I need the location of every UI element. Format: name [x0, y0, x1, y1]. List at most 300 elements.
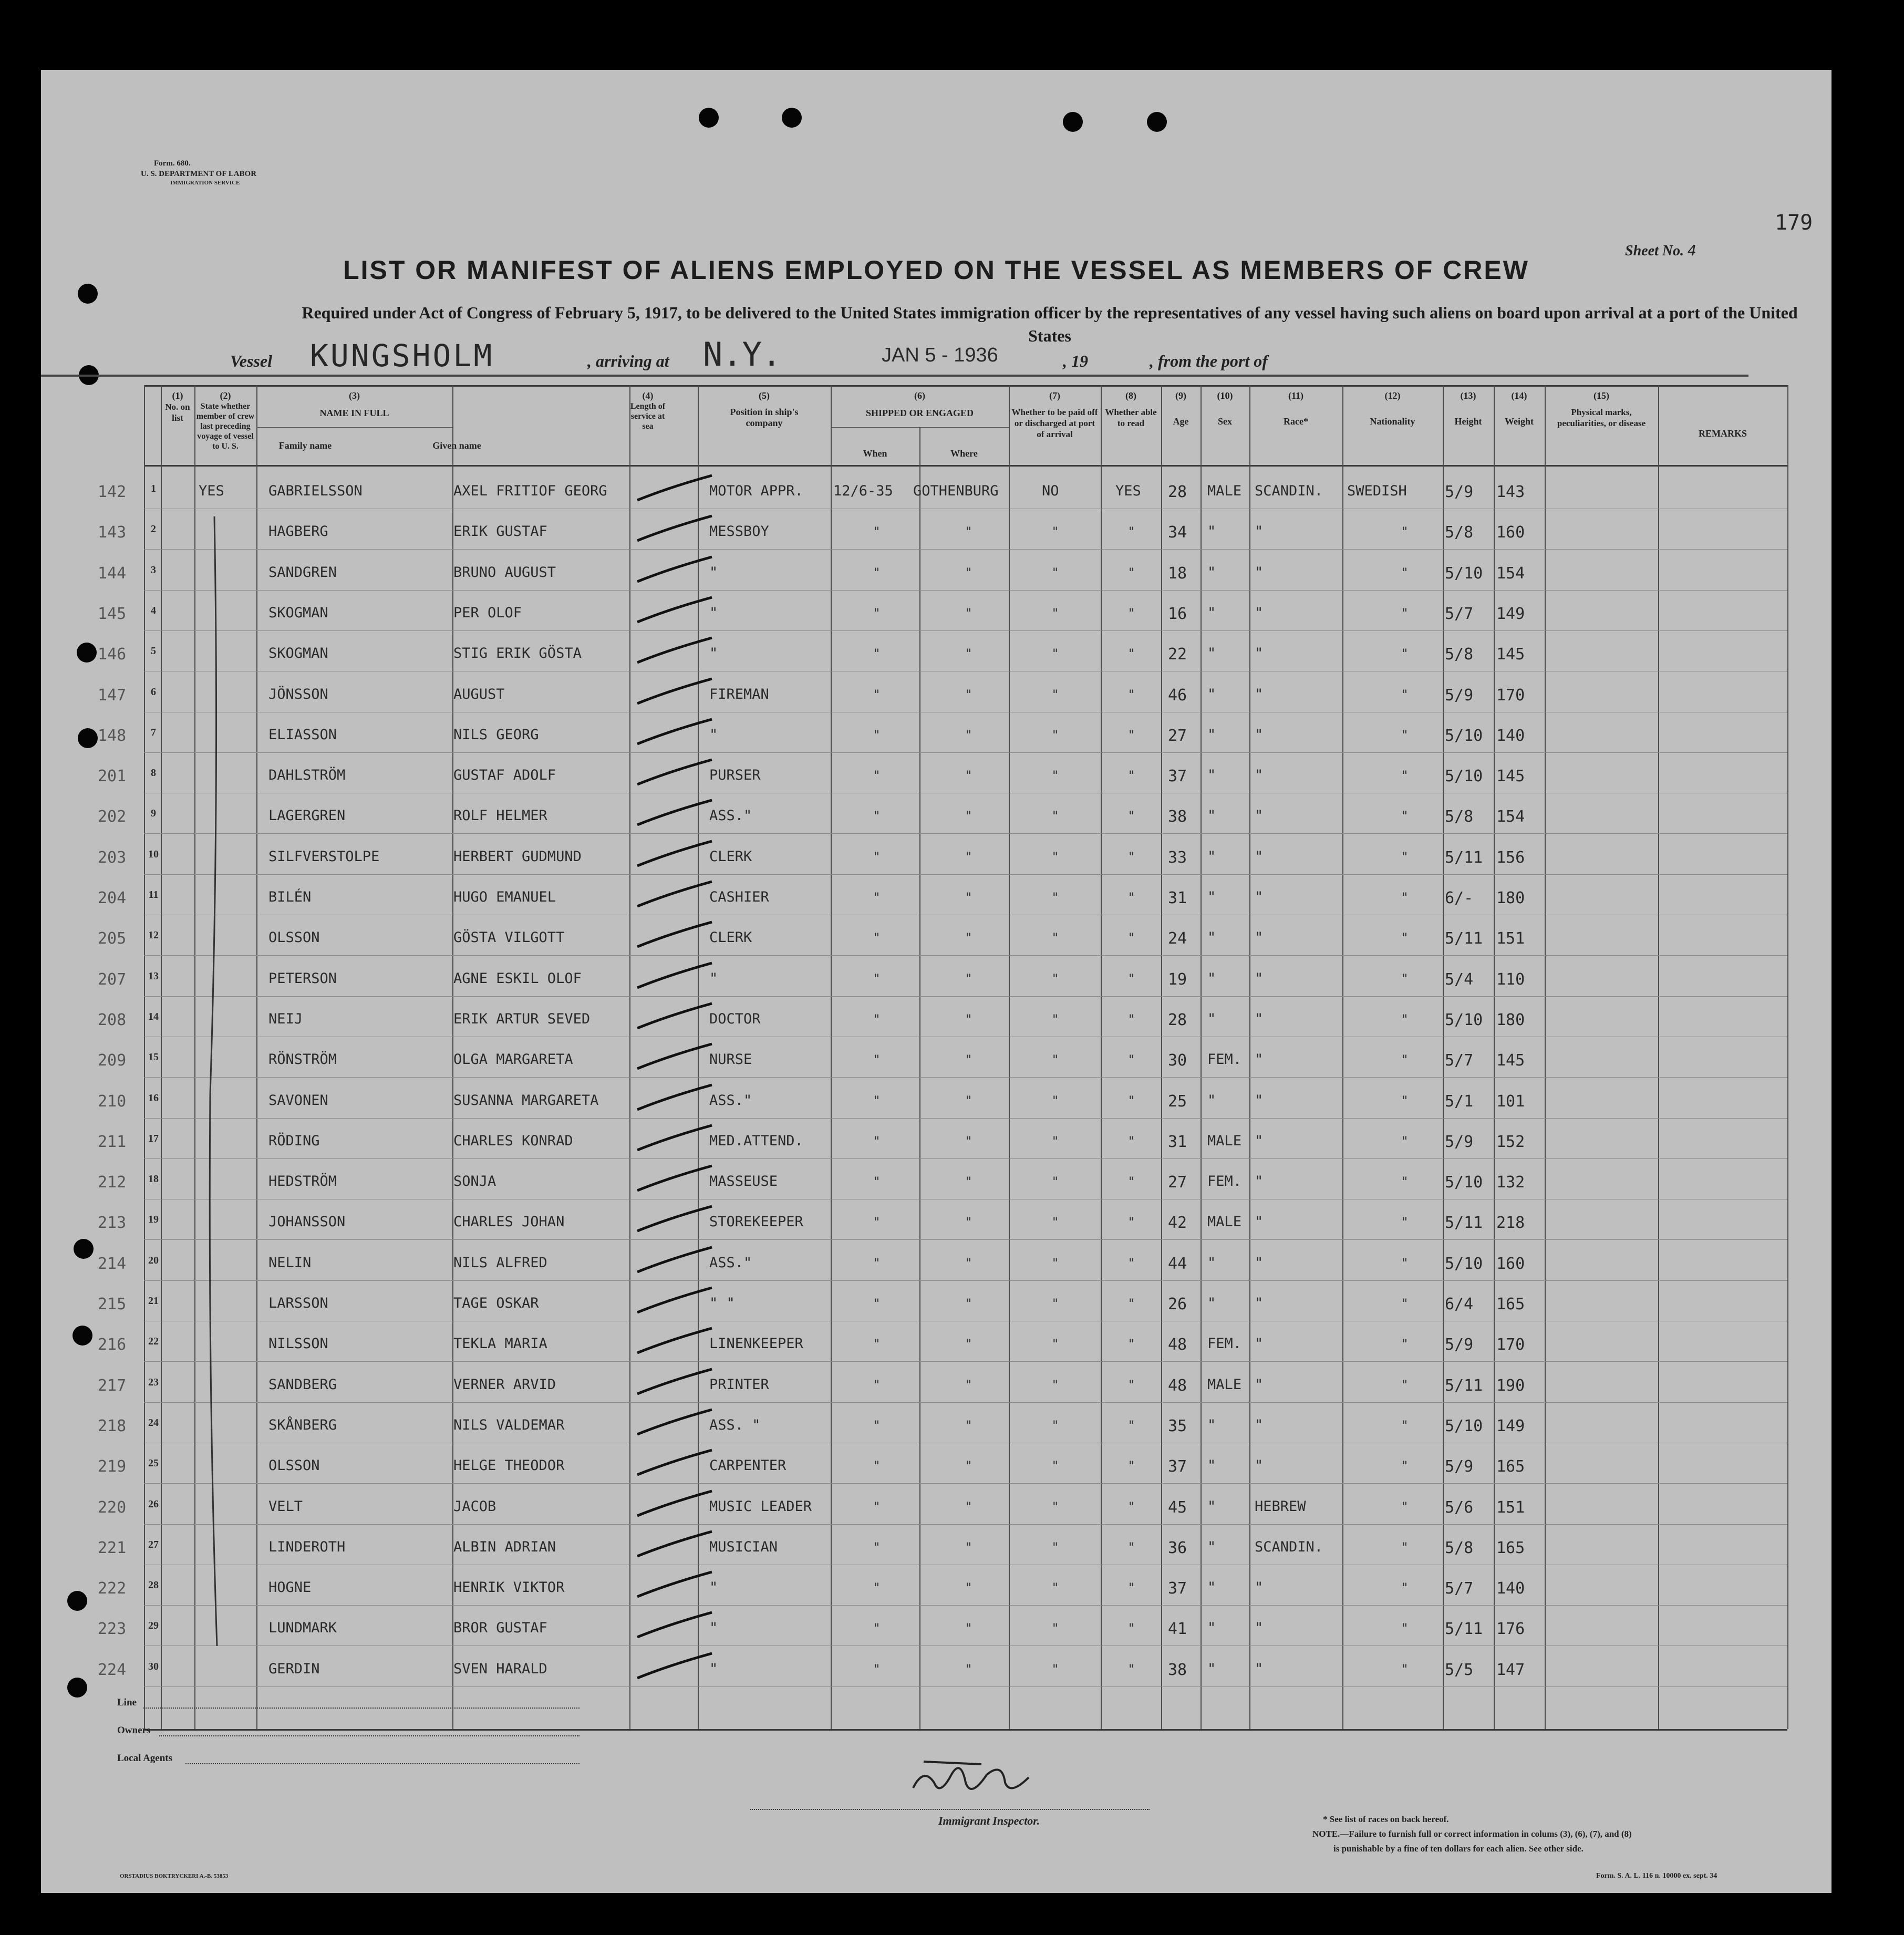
service-slash-mark: [633, 1405, 722, 1437]
ditto-read: ": [1129, 1377, 1135, 1392]
position: CLERK: [709, 929, 752, 946]
given-name: BROR GUSTAF: [453, 1620, 547, 1637]
race: ": [1255, 808, 1264, 824]
col13-header: [1443, 390, 1494, 427]
punch-hole: [1063, 112, 1083, 132]
penalty-note-cont: is punishable by a fine of ten dollars for each alien. See other side.: [1333, 1844, 1584, 1854]
family-name: OLSSON: [268, 929, 320, 946]
ditto-paid-off: ": [1052, 687, 1059, 702]
height: 5/10: [1445, 726, 1483, 745]
list-number: 28: [148, 1579, 159, 1591]
given-name: HENRIK VIKTOR: [453, 1579, 565, 1596]
sex: ": [1207, 686, 1216, 702]
table-header-border: [144, 465, 1787, 467]
ditto-nationality: ": [1402, 727, 1408, 742]
list-number: 9: [151, 808, 156, 820]
family-name: SKOGMAN: [268, 645, 328, 662]
table-row: [41, 469, 1831, 509]
list-number: 20: [148, 1254, 159, 1266]
table-row: [41, 957, 1831, 996]
table-row: [41, 1606, 1831, 1646]
col3-number: (3): [349, 390, 360, 401]
row-rule: [144, 955, 1787, 956]
race: ": [1255, 523, 1264, 540]
ditto-read: ": [1129, 727, 1135, 742]
col14-header: [1494, 390, 1545, 427]
weight: 140: [1496, 726, 1525, 745]
given-name: PER OLOF: [453, 604, 522, 621]
sex: ": [1207, 1416, 1216, 1433]
ditto-where: ": [966, 1215, 972, 1230]
given-name: HUGO EMANUEL: [453, 889, 556, 905]
crew-ref-number: 214: [98, 1254, 127, 1273]
age: 27: [1168, 726, 1187, 745]
remarks-header: REMARKS: [1698, 428, 1747, 439]
position: STOREKEEPER: [709, 1214, 803, 1230]
shipped-where: GOTHENBURG: [913, 483, 999, 499]
family-name: OLSSON: [268, 1457, 320, 1474]
table-row: [41, 916, 1831, 955]
row-rule: [144, 1118, 1787, 1119]
sex: ": [1207, 523, 1216, 540]
age: 24: [1168, 929, 1187, 948]
age: 28: [1168, 483, 1187, 501]
height: 5/6: [1445, 1498, 1474, 1517]
table-row: [41, 1647, 1831, 1686]
ditto-nationality: ": [1402, 1255, 1408, 1270]
ditto-nationality: ": [1402, 1215, 1408, 1230]
ditto-nationality: ": [1402, 890, 1408, 905]
ditto-nationality: ": [1402, 1417, 1408, 1433]
sex: ": [1207, 1498, 1216, 1515]
crew-ref-number: 216: [98, 1336, 127, 1354]
race: ": [1255, 1173, 1264, 1190]
col3-label: NAME IN FULL: [319, 408, 389, 418]
position: MOTOR APPR.: [709, 483, 803, 499]
position: ASS. ": [709, 1416, 761, 1433]
family-name: RÖDING: [268, 1132, 320, 1149]
form-number: Form. 680.: [154, 159, 191, 168]
weight: 160: [1496, 1254, 1525, 1273]
ditto-when: ": [874, 1296, 880, 1311]
given-name: VERNER ARVID: [453, 1376, 556, 1393]
ditto-nationality: ": [1402, 1580, 1408, 1596]
ditto-where: ": [966, 1417, 972, 1433]
race: ": [1255, 1457, 1264, 1474]
position: NURSE: [709, 1051, 752, 1068]
given-name: NILS GEORG: [453, 726, 539, 743]
col2-label: State whether member of crew last preceding voyage of vessel to U. S.: [196, 402, 255, 451]
crew-ref-number: 147: [98, 686, 127, 705]
row-rule: [144, 549, 1787, 550]
ditto-when: ": [874, 524, 880, 540]
ditto-paid-off: ": [1052, 565, 1059, 580]
height: 5/9: [1445, 483, 1474, 501]
list-number: 29: [148, 1620, 159, 1632]
weight: 145: [1496, 1051, 1525, 1070]
ditto-paid-off: ": [1052, 849, 1059, 864]
ditto-when: ": [874, 1215, 880, 1230]
list-number: 14: [148, 1010, 159, 1022]
punch-hole: [782, 108, 802, 128]
weight: 165: [1496, 1295, 1525, 1313]
col11-header: [1249, 390, 1342, 427]
age: 42: [1168, 1214, 1187, 1233]
height: 5/10: [1445, 1173, 1483, 1192]
table-row: [41, 753, 1831, 793]
sex: ": [1207, 1457, 1216, 1474]
family-name: SANDBERG: [268, 1376, 337, 1393]
row-rule: [144, 1361, 1787, 1362]
age: 41: [1168, 1620, 1187, 1639]
ditto-read: ": [1129, 768, 1135, 783]
ditto-paid-off: ": [1052, 1255, 1059, 1270]
ditto-paid-off: ": [1052, 768, 1059, 783]
list-number: 2: [151, 523, 156, 535]
position: CARPENTER: [709, 1457, 787, 1474]
col7-number: (7): [1049, 390, 1060, 401]
weight: 143: [1496, 483, 1525, 501]
position: DOCTOR: [709, 1010, 761, 1027]
race: ": [1255, 1214, 1264, 1230]
height: 5/7: [1445, 604, 1474, 623]
given-name: NILS ALFRED: [453, 1254, 547, 1271]
ditto-nationality: ": [1402, 1337, 1408, 1352]
crew-ref-number: 211: [98, 1132, 127, 1151]
col13-label: Height: [1454, 416, 1482, 427]
height: 5/11: [1445, 1214, 1483, 1233]
where-header: Where: [950, 448, 978, 459]
ditto-where: ": [966, 1499, 972, 1514]
list-number: 13: [148, 970, 159, 982]
weight: 149: [1496, 1416, 1525, 1435]
service-slash-mark: [633, 553, 722, 584]
sex: ": [1207, 1010, 1216, 1027]
ditto-read: ": [1129, 1580, 1135, 1596]
family-name: LINDEROTH: [268, 1538, 346, 1555]
position: PURSER: [709, 767, 761, 784]
table-row: [41, 1200, 1831, 1239]
position: ": [709, 1620, 718, 1637]
ditto-nationality: ": [1402, 1377, 1408, 1392]
given-name: SVEN HARALD: [453, 1660, 547, 1677]
position: PRINTER: [709, 1376, 769, 1393]
ditto-paid-off: ": [1052, 605, 1059, 620]
sex: ": [1207, 726, 1216, 743]
family-name: SANDGREN: [268, 564, 337, 581]
row-rule: [144, 1077, 1787, 1078]
service-slash-mark: [633, 634, 722, 665]
family-name: NEIJ: [268, 1010, 303, 1027]
ditto-when: ": [874, 605, 880, 620]
list-number: 15: [148, 1051, 159, 1063]
crew-ref-number: 222: [98, 1579, 127, 1598]
ditto-paid-off: ": [1052, 727, 1059, 742]
col11-number: (11): [1288, 390, 1303, 401]
col4-header: [629, 390, 666, 431]
ditto-when: ": [874, 849, 880, 864]
height: 5/11: [1445, 929, 1483, 948]
ditto-nationality: ": [1402, 1539, 1408, 1555]
ditto-read: ": [1129, 849, 1135, 864]
ditto-where: ": [966, 809, 972, 824]
weight: 151: [1496, 929, 1525, 948]
given-name: NILS VALDEMAR: [453, 1416, 565, 1433]
weight: 218: [1496, 1214, 1525, 1233]
col14-label: Weight: [1504, 416, 1534, 427]
list-number: 3: [151, 564, 156, 576]
given-name: SONJA: [453, 1173, 496, 1190]
family-name: VELT: [268, 1498, 303, 1515]
ditto-where: ": [966, 971, 972, 986]
col6-number: (6): [914, 390, 925, 401]
ditto-when: ": [874, 1377, 880, 1392]
ditto-read: ": [1129, 1133, 1135, 1148]
height: 5/8: [1445, 808, 1474, 826]
col6-label: SHIPPED OR ENGAGED: [865, 408, 974, 418]
ditto-read: ": [1129, 1539, 1135, 1555]
sex: ": [1207, 1620, 1216, 1637]
list-number: 8: [151, 767, 156, 779]
height: 5/9: [1445, 1132, 1474, 1151]
height: 5/10: [1445, 564, 1483, 583]
given-name: CHARLES JOHAN: [453, 1214, 565, 1230]
row-rule: [144, 996, 1787, 997]
ditto-nationality: ": [1402, 1093, 1408, 1108]
list-number: 21: [148, 1295, 159, 1307]
when-header: When: [863, 448, 887, 459]
ditto-when: ": [874, 727, 880, 742]
ditto-when: ": [874, 768, 880, 783]
ditto-read: ": [1129, 1621, 1135, 1636]
sex: ": [1207, 564, 1216, 581]
race: ": [1255, 848, 1264, 865]
ditto-where: ": [966, 1255, 972, 1270]
service-slash-mark: [633, 1527, 722, 1559]
weight: 154: [1496, 564, 1525, 583]
ditto-nationality: ": [1402, 1174, 1408, 1189]
list-number: 30: [148, 1660, 159, 1672]
col1-header: [161, 390, 194, 423]
row-rule: [144, 1686, 1787, 1687]
race: SCANDIN.: [1255, 1538, 1323, 1555]
nationality: SWEDISH: [1347, 483, 1407, 499]
position: MASSEUSE: [709, 1173, 778, 1190]
weight: 170: [1496, 686, 1525, 705]
crew-ref-number: 143: [98, 523, 127, 542]
col8-label: Whether able to read: [1105, 407, 1157, 428]
age: 36: [1168, 1538, 1187, 1557]
table-row: [41, 794, 1831, 833]
position: ": [709, 1660, 718, 1677]
crew-ref-number: 202: [98, 808, 127, 826]
vessel-line-rule: [41, 375, 1748, 377]
age: 31: [1168, 1132, 1187, 1151]
weight: 156: [1496, 848, 1525, 867]
owners-rule: [159, 1735, 580, 1736]
age: 27: [1168, 1173, 1187, 1192]
height: 5/11: [1445, 1620, 1483, 1639]
table-row: [41, 1566, 1831, 1605]
given-name: TEKLA MARIA: [453, 1336, 547, 1352]
ditto-when: ": [874, 809, 880, 824]
ditto-read: ": [1129, 971, 1135, 986]
given-name: CHARLES KONRAD: [453, 1132, 573, 1149]
weight: 176: [1496, 1620, 1525, 1639]
weight: 132: [1496, 1173, 1525, 1192]
age: 26: [1168, 1295, 1187, 1313]
height: 5/10: [1445, 767, 1483, 786]
family-name: NILSSON: [268, 1336, 328, 1352]
ditto-paid-off: ": [1052, 524, 1059, 540]
table-row: [41, 1525, 1831, 1565]
crew-ref-number: 220: [98, 1498, 127, 1517]
crew-ref-number: 148: [98, 726, 127, 745]
sex: MALE: [1207, 483, 1242, 499]
crew-ref-number: 221: [98, 1538, 127, 1557]
ditto-nationality: ": [1402, 524, 1408, 540]
ditto-when: ": [874, 1011, 880, 1027]
position: ": [709, 564, 718, 581]
punch-hole: [78, 284, 98, 304]
family-name-header: Family name: [278, 440, 332, 451]
ditto-nationality: ": [1402, 1133, 1408, 1148]
ditto-read: ": [1129, 1417, 1135, 1433]
table-row: [41, 1079, 1831, 1118]
ditto-paid-off: ": [1052, 1337, 1059, 1352]
ditto-when: ": [874, 1580, 880, 1596]
table-row: [41, 875, 1831, 915]
height: 5/8: [1445, 645, 1474, 664]
service-slash-mark: [633, 1121, 722, 1153]
family-name: SILFVERSTOLPE: [268, 848, 380, 865]
race: ": [1255, 889, 1264, 905]
col10-label: Sex: [1218, 416, 1232, 427]
table-row: [41, 672, 1831, 712]
ditto-nationality: ": [1402, 1499, 1408, 1514]
list-number: 25: [148, 1457, 159, 1470]
age: 31: [1168, 889, 1187, 907]
punch-hole: [699, 108, 719, 128]
weight: 154: [1496, 808, 1525, 826]
ditto-when: ": [874, 1458, 880, 1474]
ditto-where: ": [966, 1337, 972, 1352]
ditto-when: ": [874, 930, 880, 946]
given-name: ERIK GUSTAF: [453, 523, 547, 540]
position: ": [709, 604, 718, 621]
ditto-read: ": [1129, 1174, 1135, 1189]
table-row: [41, 591, 1831, 630]
height: 5/5: [1445, 1660, 1474, 1679]
race: ": [1255, 604, 1264, 621]
family-name: HEDSTRÖM: [268, 1173, 337, 1190]
printer-mark: ORSTADIUS BOKTRYCKERI A.-B. 53853: [120, 1873, 229, 1879]
race: ": [1255, 929, 1264, 946]
service-slash-mark: [633, 1324, 722, 1355]
weight: 145: [1496, 767, 1525, 786]
age: 33: [1168, 848, 1187, 867]
ditto-paid-off: ": [1052, 646, 1059, 661]
position: ASS.": [709, 808, 752, 824]
ditto-paid-off: ": [1052, 1093, 1059, 1108]
service-slash-mark: [633, 999, 722, 1031]
crew-ref-number: 203: [98, 848, 127, 867]
ditto-read: ": [1129, 565, 1135, 580]
ditto-nationality: ": [1402, 687, 1408, 702]
ditto-where: ": [966, 1296, 972, 1311]
col15-header: [1545, 390, 1658, 429]
service-slash-mark: [633, 877, 722, 909]
crew-ref-number: 223: [98, 1620, 127, 1639]
service-slash-mark: [633, 1202, 722, 1234]
ditto-read: ": [1129, 1296, 1135, 1311]
service-slash-mark: [633, 715, 722, 747]
list-number: 6: [151, 686, 156, 698]
ditto-when: ": [874, 1417, 880, 1433]
list-number: 12: [148, 929, 159, 941]
family-name: JÖNSSON: [268, 686, 328, 702]
ditto-where: ": [966, 646, 972, 661]
age: 19: [1168, 970, 1187, 989]
sex: MALE: [1207, 1214, 1242, 1230]
arriving-label: , arriving at: [587, 351, 669, 370]
age: 16: [1168, 604, 1187, 623]
local-agents-label: Local Agents: [117, 1753, 173, 1764]
sex: ": [1207, 604, 1216, 621]
ditto-paid-off: ": [1052, 1539, 1059, 1555]
ditto-paid-off: ": [1052, 1174, 1059, 1189]
from-port-label: , from the port of: [1150, 351, 1268, 370]
family-name: BILÉN: [268, 889, 312, 905]
ditto-read: ": [1129, 1052, 1135, 1068]
ditto-nationality: ": [1402, 930, 1408, 946]
crew-ref-number: 209: [98, 1051, 127, 1070]
row-rule: [144, 1483, 1787, 1484]
list-number: 18: [148, 1173, 159, 1185]
table-row: [41, 713, 1831, 752]
shipped-subheader-rule: [831, 427, 1009, 428]
family-name: LAGERGREN: [268, 808, 346, 824]
weight: 147: [1496, 1660, 1525, 1679]
col9-number: (9): [1175, 390, 1186, 401]
table-row: [41, 1281, 1831, 1321]
table-row: [41, 1363, 1831, 1402]
ditto-paid-off: ": [1052, 1580, 1059, 1596]
inspector-rule: [750, 1809, 1150, 1810]
given-name: AGNE ESKIL OLOF: [453, 970, 582, 987]
ditto-when: ": [874, 646, 880, 661]
weight: 140: [1496, 1579, 1525, 1598]
race: ": [1255, 1132, 1264, 1149]
races-note: * See list of races on back hereof.: [1323, 1814, 1449, 1824]
race: ": [1255, 1620, 1264, 1637]
ditto-where: ": [966, 1052, 972, 1068]
ditto-where: ": [966, 849, 972, 864]
given-name: HERBERT GUDMUND: [453, 848, 582, 865]
shipped-when: 12/6-35: [833, 483, 893, 499]
sex: ": [1207, 645, 1216, 662]
family-name: GERDIN: [268, 1660, 320, 1677]
given-name: JACOB: [453, 1498, 496, 1515]
table-row: [41, 997, 1831, 1037]
service-slash-mark: [633, 756, 722, 787]
vessel-name: KUNGSHOLM: [310, 338, 494, 374]
age: 48: [1168, 1336, 1187, 1354]
col12-label: Nationality: [1370, 416, 1415, 427]
weight: 145: [1496, 645, 1525, 664]
weight: 152: [1496, 1132, 1525, 1151]
age: 38: [1168, 808, 1187, 826]
